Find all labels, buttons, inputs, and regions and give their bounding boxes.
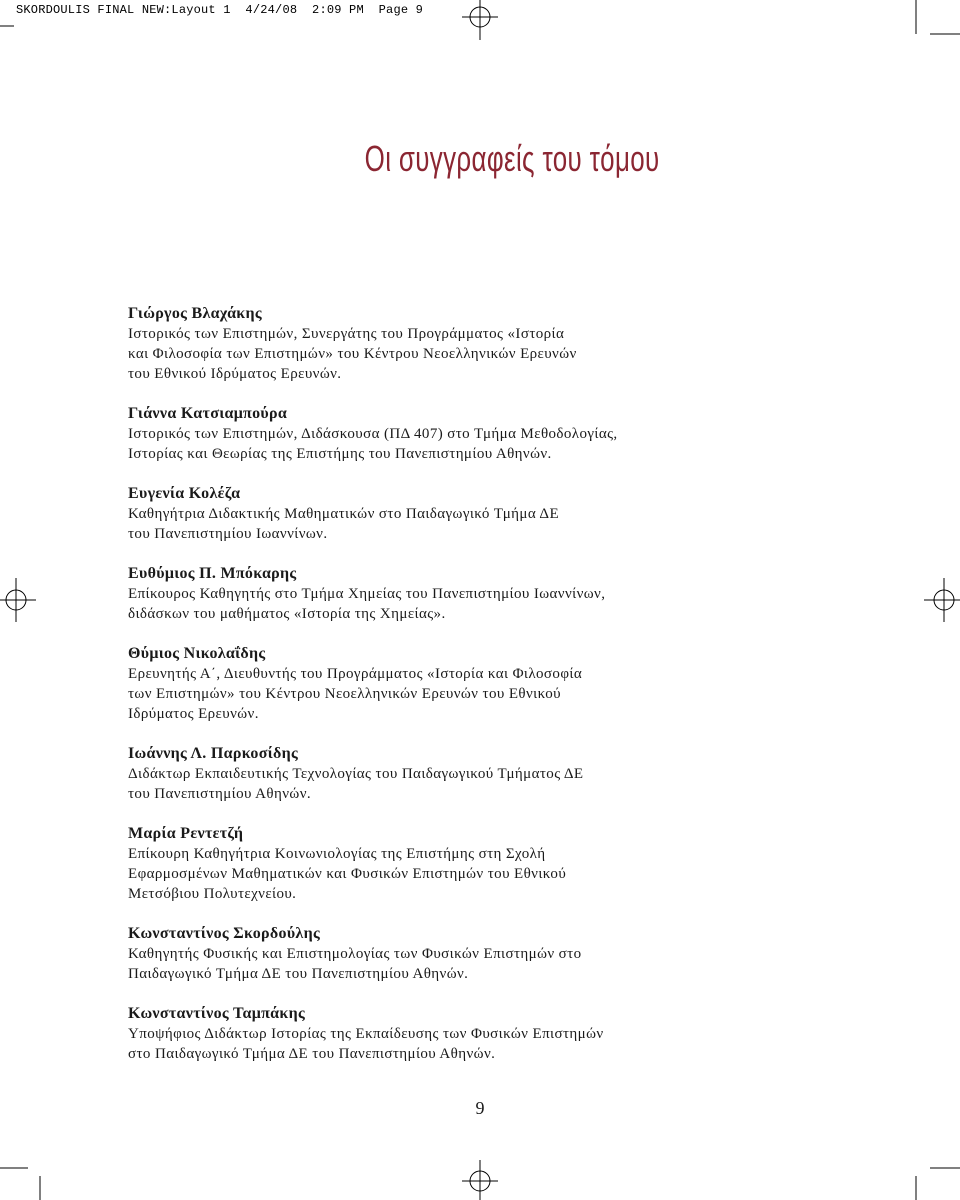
bio-line: Επίκουρος Καθηγητής στο Τμήμα Χημείας του Πανεπιστημίου Ιωαννίνων, bbox=[128, 586, 606, 602]
registration-mark-left bbox=[0, 578, 40, 622]
bio-line: διδάσκων του μαθήματος «Ιστορία της Χημείας». bbox=[128, 606, 446, 622]
bio-line: Παιδαγωγικό Τμήμα ΔΕ του Πανεπιστημίου Αθηνών. bbox=[128, 966, 469, 982]
contributor-name: Μαρία Ρεντετζή bbox=[128, 825, 244, 842]
contributor-bio bbox=[128, 324, 688, 384]
registration-mark-bottom bbox=[458, 1158, 502, 1200]
print-slug: SKORDOULIS FINAL NEW:Layout 1 4/24/08 2:09 PM Page 9 bbox=[16, 3, 424, 17]
bio-line: του Πανεπιστημίου Ιωαννίνων. bbox=[128, 526, 328, 542]
contributor-name: Ιωάννης Λ. Παρκοσίδης bbox=[128, 745, 299, 762]
contributor-bio bbox=[128, 844, 688, 904]
contributor-name: Θύμιος Νικολαΐδης bbox=[128, 645, 266, 662]
bio-line: του Πανεπιστημίου Αθηνών. bbox=[128, 786, 312, 802]
contributor-name: Γιάννα Κατσιαμπούρα bbox=[128, 405, 288, 422]
contributor-bio bbox=[128, 504, 688, 544]
contributor-name: Κωνσταντίνος Ταμπάκης bbox=[128, 1005, 306, 1022]
contributor-bio bbox=[128, 944, 688, 984]
contributor-entry bbox=[128, 404, 688, 464]
contributor-bio bbox=[128, 764, 688, 804]
contributor-entry bbox=[128, 484, 688, 544]
bio-line: Ιδρύματος Ερευνών. bbox=[128, 706, 259, 722]
bio-line: Επίκουρη Καθηγήτρια Κοινωνιολογίας της Επιστήμης στη Σχολή bbox=[128, 846, 546, 862]
contributor-entry bbox=[128, 304, 688, 384]
bio-line: Ερευνητής Α΄, Διευθυντής του Προγράμματος «Ιστορία και Φιλοσοφία bbox=[128, 666, 583, 682]
contributor-name: Γιώργος Βλαχάκης bbox=[128, 305, 262, 322]
bio-line: Ιστορικός των Επιστημών, Διδάσκουσα (ΠΔ 407) στο Τμήμα Μεθοδολογίας, bbox=[128, 426, 618, 442]
bio-line: Υποψήφιος Διδάκτωρ Ιστορίας της Εκπαίδευσης των Φυσικών Επιστημών bbox=[128, 1026, 604, 1042]
contributor-entry bbox=[128, 924, 688, 984]
bio-line: στο Παιδαγωγικό Τμήμα ΔΕ του Πανεπιστημίου Αθηνών. bbox=[128, 1046, 496, 1062]
contributor-entry bbox=[128, 824, 688, 904]
contributor-entry bbox=[128, 644, 688, 724]
bio-line: Μετσόβιου Πολυτεχνείου. bbox=[128, 886, 297, 902]
contributor-name: Ευγενία Κολέζα bbox=[128, 485, 241, 502]
contributors-list bbox=[128, 304, 688, 1084]
bio-line: Ιστορίας και Θεωρίας της Επιστήμης του Πανεπιστημίου Αθηνών. bbox=[128, 446, 552, 462]
bio-line: και Φιλοσοφία των Επιστημών» του Κέντρου Νεοελληνικών Ερευνών bbox=[128, 346, 577, 362]
contributor-entry bbox=[128, 744, 688, 804]
page-number: 9 bbox=[475, 1098, 485, 1118]
bio-line: Καθηγήτρια Διδακτικής Μαθηματικών στο Παιδαγωγικό Τμήμα ΔΕ bbox=[128, 506, 560, 522]
contributor-bio bbox=[128, 584, 688, 624]
bio-line: του Εθνικού Ιδρύματος Ερευνών. bbox=[128, 366, 342, 382]
bio-line: Εφαρμοσμένων Μαθηματικών και Φυσικών Επιστημών του Εθνικού bbox=[128, 866, 567, 882]
contributor-entry bbox=[128, 1004, 688, 1064]
bio-line: Ιστορικός των Επιστημών, Συνεργάτης του Προγράμματος «Ιστορία bbox=[128, 326, 565, 342]
contributor-name: Κωνσταντίνος Σκορδούλης bbox=[128, 925, 321, 942]
contributor-entry bbox=[128, 564, 688, 624]
registration-mark-top bbox=[458, 0, 502, 44]
contributor-name: Ευθύμιος Π. Μπόκαρης bbox=[128, 565, 297, 582]
bio-line: Διδάκτωρ Εκπαιδευτικής Τεχνολογίας του Παιδαγωγικού Τμήματος ΔΕ bbox=[128, 766, 584, 782]
page-title: Οι συγγραφείς του τόμου bbox=[365, 138, 660, 179]
bio-line: των Επιστημών» του Κέντρου Νεοελληνικών Ερευνών του Εθνικού bbox=[128, 686, 561, 702]
contributor-bio bbox=[128, 1024, 688, 1064]
contributor-bio bbox=[128, 424, 688, 464]
registration-mark-right bbox=[920, 578, 960, 622]
bio-line: Καθηγητής Φυσικής και Επιστημολογίας των Φυσικών Επιστημών στο bbox=[128, 946, 582, 962]
contributor-bio bbox=[128, 664, 688, 724]
